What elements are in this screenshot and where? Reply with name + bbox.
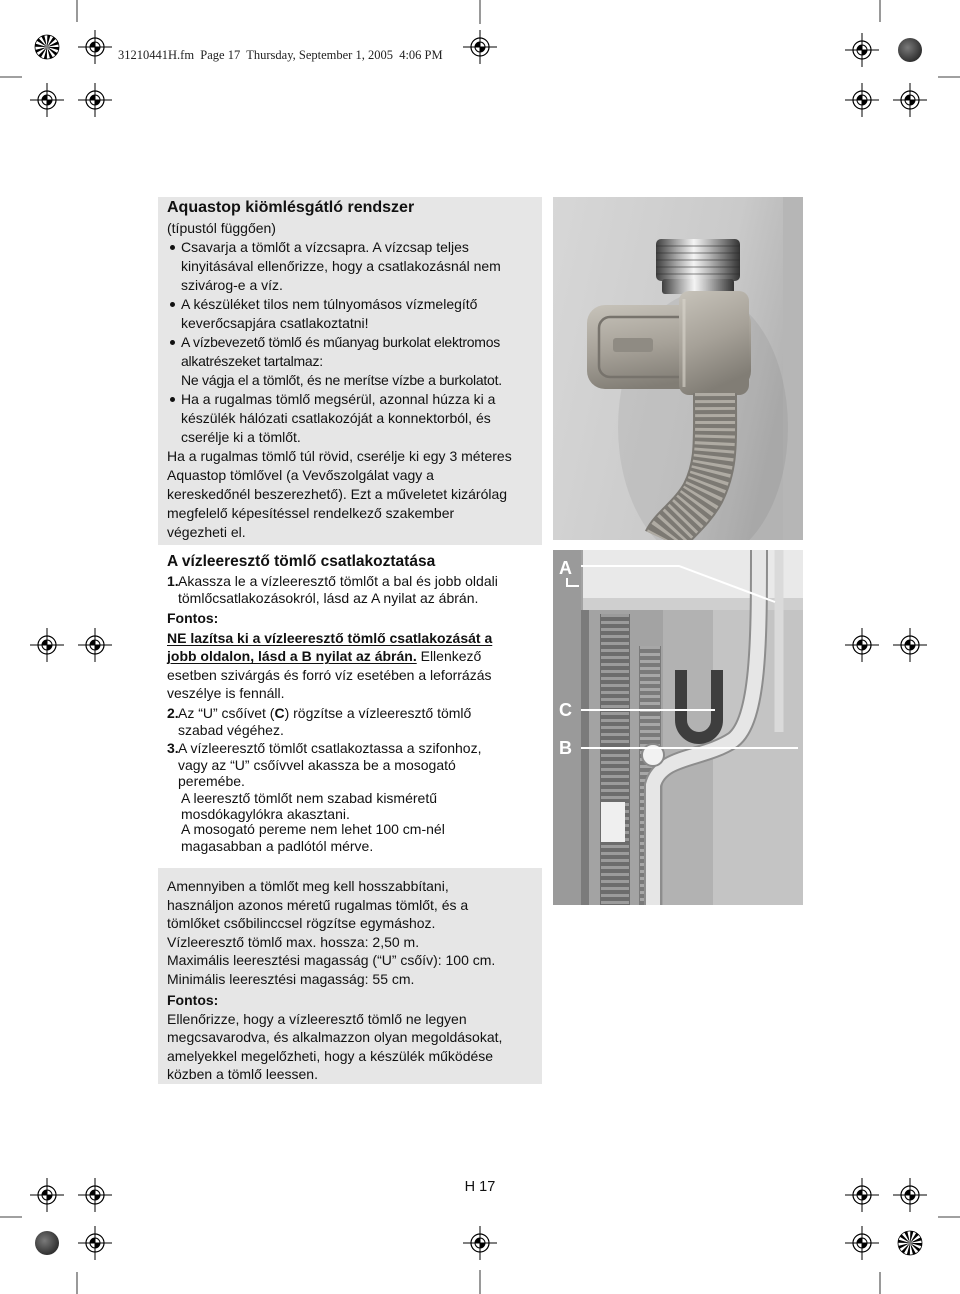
max-height-spec: Maximális leeresztési magasság (“U” csőív): 100 cm. (167, 952, 496, 969)
aquastop-panel (158, 197, 542, 545)
aquastop-bullet-list (167, 238, 539, 447)
bullet-item (167, 295, 539, 333)
warning-emphasis: NE lazítsa ki a vízleeresztő tömlő csatlakozását a jobb oldalon, lásd a B nyilat az ábrán. (167, 630, 493, 665)
drain-hose-photo (553, 550, 803, 905)
left-panel (553, 550, 581, 905)
bullet-item (167, 333, 539, 390)
extension-content (167, 877, 502, 1084)
extension-panel (158, 868, 542, 1084)
threaded-nut (656, 239, 740, 294)
warning-rest: Ellenkező esetben szivárgás és forró víz esetében a leforrázás veszélye is fennáll. (167, 648, 492, 701)
bullet-icon (170, 340, 175, 345)
registration-mark (30, 628, 64, 662)
registration-mark (893, 628, 927, 662)
page-number: H 17 (464, 1179, 496, 1195)
registration-mark (845, 83, 879, 117)
figure-label-b: B (559, 738, 572, 758)
aquastop-replacement-paragraph: Ha a rugalmas tömlő túl rövid, cserélje ki egy 3 méteres Aquastop tömlővel (a Vevőszolgálat vagy a kereskedőnél beszerezhető). Ezt a műveletet kizárólag megfelelő képesítéssel rendelkező szakember végezheti el. (167, 448, 512, 540)
color-dot-mark (35, 1231, 59, 1255)
registration-mark (78, 83, 112, 117)
registration-mark (893, 83, 927, 117)
label-sticker (601, 802, 625, 842)
registration-mark (893, 1178, 927, 1212)
step-number: 2. (167, 705, 179, 721)
registration-mark (78, 628, 112, 662)
figure-reference: C (274, 705, 285, 721)
bullet-icon (170, 302, 175, 307)
wall-edge (783, 197, 803, 540)
bullet-text: Csavarja a tömlőt a vízcsapra. A vízcsap teljes kinyitásával ellenőrizze, hogy a csatlakozásnál nem szivárog-e a víz. (181, 239, 501, 293)
step-text-after: ) rögzítse a vízleeresztő tömlő szabad végéhez. (178, 705, 472, 738)
registration-mark (845, 33, 879, 67)
step-number: 3. (167, 740, 179, 756)
registration-mark (845, 1226, 879, 1260)
step-2 (167, 705, 471, 739)
extension-paragraph: Amennyiben a tömlőt meg kell hosszabbítani, használjon azonos méretű rugalmas tömlőt, és a tömlőket csőbilinccsel rögzítse egymáshoz. (167, 878, 469, 932)
aquastop-subtitle: (típustól függően) (167, 220, 276, 236)
registration-mark (845, 628, 879, 662)
bullet-item (167, 390, 539, 447)
step-text: A vízleeresztő tömlőt csatlakoztassa a szifonhoz, vagy az “U” csőívvel akassza be a mosogató peremébe. (178, 740, 482, 789)
important-label: Fontos: (167, 610, 219, 626)
step-3-note: A leeresztő tömlőt nem szabad kisméretű mosdókagylókra akasztani. (181, 790, 438, 822)
step-text (178, 705, 471, 739)
panel-groove (581, 610, 589, 905)
print-file-info: 31210441H.fm Page 17 Thursday, September 1, 2005 4:06 PM (118, 48, 443, 62)
registration-mark (30, 83, 64, 117)
aquastop-title: Aquastop kiömlésgátló rendszer (167, 199, 415, 216)
drain-hose-title: A vízleeresztő tömlő csatlakoztatása (167, 553, 436, 570)
bullet-text: A készüléket tilos nem túlnyomásos vízmelegítő keverőcsapjára csatlakoztatni! (181, 296, 478, 331)
registration-mark (463, 1226, 497, 1260)
step-text: Akassza le a vízleeresztő tömlőt a bal és jobb oldali tömlőcsatlakozásokról, lásd az A nyilat az ábrán. (178, 573, 498, 606)
registration-mark (463, 30, 497, 64)
bullet-icon (170, 245, 175, 250)
color-dot-mark (898, 38, 922, 62)
min-height-spec: Minimális leeresztési magasság: 55 cm. (167, 970, 415, 987)
check-paragraph: Ellenőrizze, hogy a vízleeresztő tömlő ne legyen megcsavarodva, és alkalmazzon olyan megoldásokat, amelyekkel megelőzheti, hogy a készülék működése közben a tömlő leessen. (167, 1010, 503, 1083)
important-label: Fontos: (167, 991, 219, 1008)
step-text-before: Az “U” csőívet ( (178, 705, 275, 721)
registration-mark (78, 1178, 112, 1212)
valve-housing (587, 291, 751, 395)
starburst-mark (35, 35, 59, 59)
drain-hose-section (167, 552, 547, 857)
step-1 (167, 573, 498, 607)
step-3 (167, 740, 481, 790)
starburst-mark (898, 1231, 922, 1255)
registration-mark (78, 1226, 112, 1260)
max-length-spec: Vízleeresztő tömlő max. hossza: 2,50 m. (167, 933, 420, 950)
registration-mark (78, 30, 112, 64)
step-3-note: A mosogató pereme nem lehet 100 cm-nél magasabban a padlótól mérve. (181, 821, 445, 854)
step-number: 1. (167, 573, 179, 589)
bullet-text: Ha a rugalmas tömlő megsérül, azonnal húzza ki a készülék hálózati csatlakozóját a konnektorból, és cserélje ki a tömlőt. (181, 391, 496, 445)
bullet-item (167, 238, 539, 295)
bullet-icon (170, 397, 175, 402)
figure-label-a: A (559, 558, 572, 578)
bullet-text: A vízbevezető tömlő és műanyag burkolat elektromos alkatrészeket tartalmaz: Ne vágja el a tömlőt, és ne merítse vízbe a burkolatot. (181, 334, 502, 388)
figure-label-c: C (559, 700, 572, 720)
registration-mark (30, 1178, 64, 1212)
appliance-underside (583, 550, 803, 598)
aquastop-valve-photo (553, 197, 803, 540)
registration-mark (845, 1178, 879, 1212)
warning-text (167, 629, 492, 702)
